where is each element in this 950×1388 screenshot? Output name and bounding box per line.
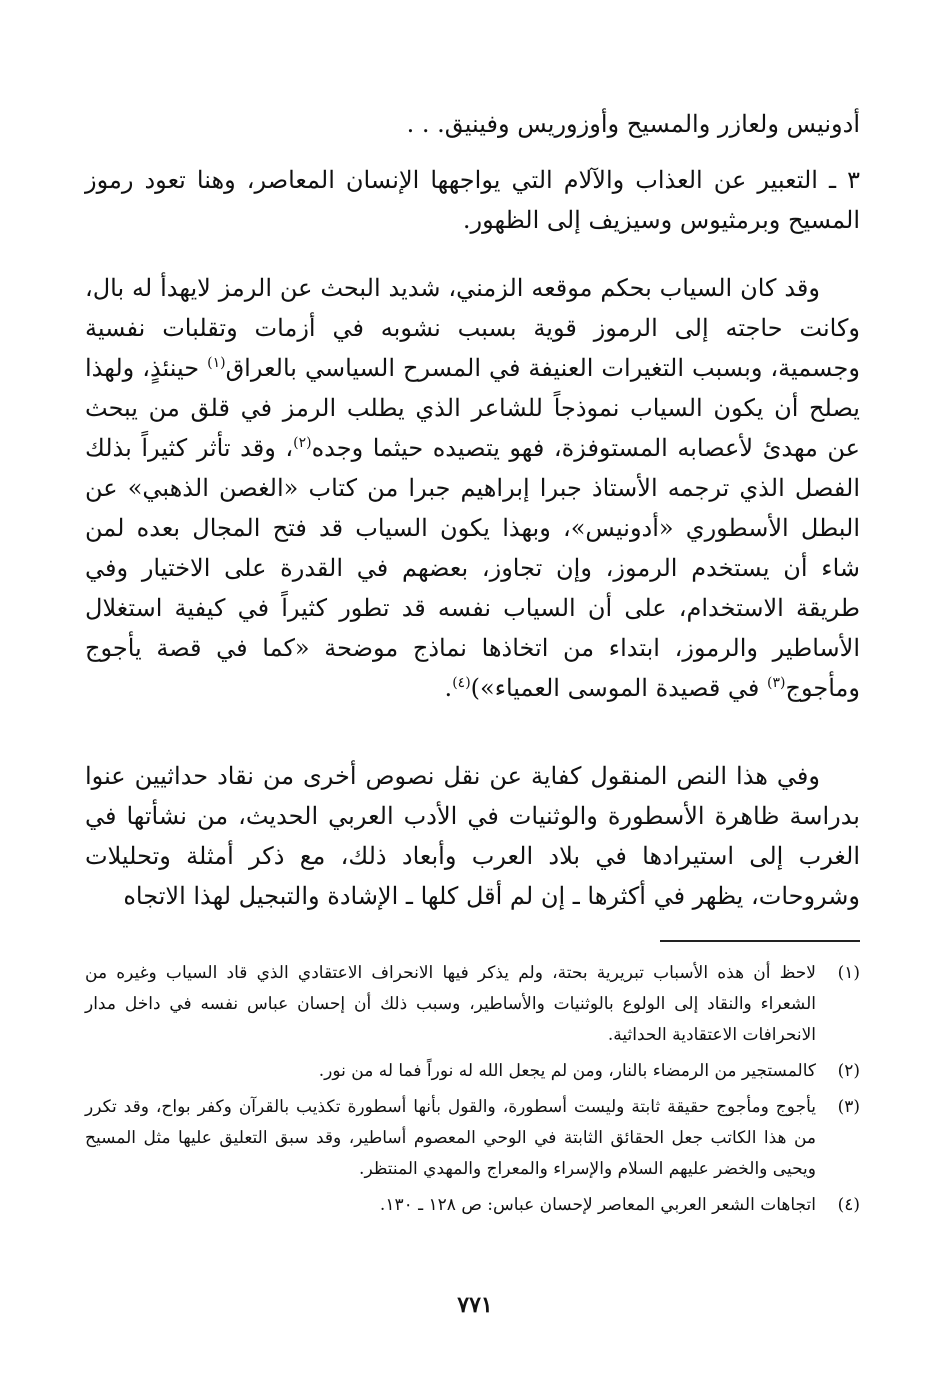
footnote-2 [85,1056,860,1087]
page-number: ٧٧١ [457,1292,493,1318]
footnote-number: (٣) [837,1097,860,1117]
footnote-number: (٢) [837,1061,860,1081]
quote-segment-1: وقد كان السياب بحكم موقعه الزمني، شديد البحث عن الرمز لايهدأ له بال، وكانت حاجته إلى الرموز قوية بسبب نشوبه في أزمات وتقلبات نفسية وجسمية، وبسبب التغيرات العنيفة في المسرح السياسي بالعراق [85,274,860,382]
footnotes-section [85,958,860,1226]
footnote-ref-3: (٣) [767,675,786,691]
footnote-4 [85,1190,860,1221]
footnote-number: (٤) [837,1195,860,1215]
footnote-text: اتجاهات الشعر العربي المعاصر لإحسان عباس: ص ١٢٨ ـ ١٣٠. [379,1195,816,1215]
footnote-divider [660,940,860,942]
quote-segment-5: . [444,674,453,702]
footnote-text: كالمستجير من الرمضاء بالنار، ومن لم يجعل الله له نوراً فما له من نور. [318,1061,816,1081]
footnote-ref-4: (٤) [452,675,471,691]
footnote-text: يأجوج ومأجوج حقيقة ثابتة وليست أسطورة، والقول بأنها أسطورة تكذيب بالقرآن وكفر بواح، وقد تكرر من هذا الكاتب جعل الحقائق الثابتة في الوحي المعصوم أساطير، وقد سبق التعليق عليها مثل المسيح ويحيى والخضر عليهم السلام والإسراء والمعراج والمهدي المنتظر. [85,1097,816,1179]
footnote-1 [85,958,860,1051]
paragraph-sayyab-quote [85,268,860,708]
paragraph-intro-line: أدونيس ولعازر والمسيح وأوزوريس وفينيق. . . [406,110,860,138]
paragraph-item-3: ٣ ـ التعبير عن العذاب والآلام التي يواجهها الإنسان المعاصر، وهنا تعود رموز المسيح وبرمثيوس وسيزيف إلى الظهور. [85,166,860,234]
quote-segment-4: في قصيدة الموسى العمياء») [470,674,768,702]
footnote-ref-2: (٢) [293,435,312,451]
quote-segment-2: حينئذٍ، ولهذا يصلح أن يكون السياب نموذجاً للشاعر الذي يطلب الرمز في قلق من يبحث عن مهدئ لأعصابه المستوفزة، فهو يتصيده حيثما وجده [85,354,860,462]
footnote-text: لاحظ أن هذه الأسباب تبريرية بحتة، ولم يذكر فيها الانحراف الاعتقادي الذي قاد السياب وغيره من الشعراء والنقاد إلى الولوع بالوثنيات والأساطير، وسبب ذلك أن إحسان عباس نفسه في داخل مدار الانحرافات الاعتقادية الحداثية. [85,963,816,1045]
footnote-number: (١) [837,963,860,983]
footnote-3 [85,1092,860,1185]
quote-segment-3: ، وقد تأثر كثيراً بذلك الفصل الذي ترجمه الأستاذ جبرا إبراهيم جبرا من كتاب «الغصن الذهبي» عن البطل الأسطوري «أدونيس»، وبهذا يكون السياب قد فتح المجال بعده لمن شاء أن يستخدم الرموز، وإن تجاوز، بعضهم في القدرة على الاختيار وفي طريقة الاستخدام، على أن السياب نفسه قد تطور كثيراً في كيفية استغلال الأساطير والرموز، ابتداء من اتخاذها نماذج موضحة «كما في قصة يأجوج ومأجوج [85,434,860,702]
paragraph-closing: وفي هذا النص المنقول كفاية عن نقل نصوص أخرى من نقاد حداثيين عنوا بدراسة ظاهرة الأسطورة والوثنيات في الأدب العربي الحديث، من نشأتها في الغرب إلى استيرادها في بلاد العرب وأبعاد ذلك، مع ذكر أمثلة وتحليلات وشروحات، يظهر في أكثرها ـ إن لم أقل كلها ـ الإشادة والتبجيل لهذا الاتجاه [85,762,860,910]
footnote-ref-1: (١) [207,355,226,371]
